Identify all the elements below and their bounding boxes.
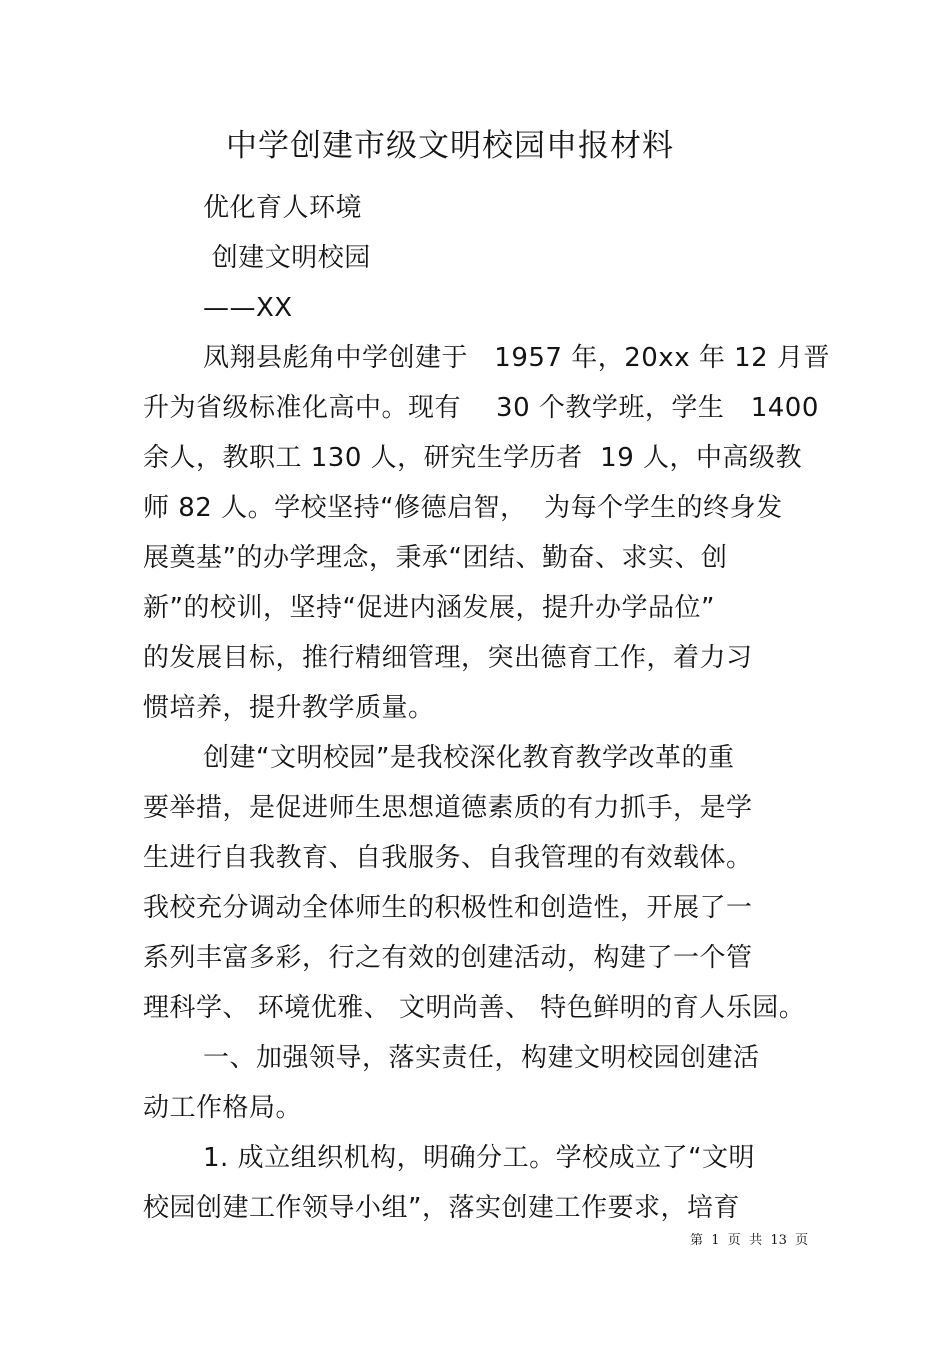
subtitle-line: 创建文明校园 [203,243,371,273]
paragraph-line: 创建“文明校园”是我校深化教育教学改革的重 [203,743,735,773]
paragraph-line: 1. 成立组织机构，明确分工。学校成立了“文明 [203,1143,756,1173]
paragraph-line: 惯培养，提升教学质量。 [143,693,435,723]
section-heading-line: 动工作格局。 [143,1093,303,1123]
subtitle-line: 优化育人环境 [203,193,363,223]
paragraph-line: 生进行自我教育、自我服务、自我管理的有效载体。 [143,843,753,873]
author-line: ——XX [203,293,293,323]
paragraph-line: 校园创建工作领导小组”，落实创建工作要求，培育 [143,1193,740,1223]
paragraph-line: 展奠基”的办学理念，秉承“团结、勤奋、求实、创 [143,543,728,573]
paragraph-line: 升为省级标准化高中。现有 30 个教学班，学生 1400 [143,393,819,423]
paragraph-line: 师 82 人。学校坚持“修德启智， 为每个学生的终身发 [143,493,783,523]
paragraph-line: 系列丰富多彩，行之有效的创建活动，构建了一个管 [143,943,753,973]
paragraph-line: 新”的校训，坚持“促进内涵发展，提升办学品位” [143,593,715,623]
paragraph-line: 余人，教职工 130 人，研究生学历者 19 人，中高级教 [143,443,803,473]
paragraph-line: 的发展目标，推行精细管理，突出德育工作，着力习 [143,643,753,673]
paragraph-line: 我校充分调动全体师生的积极性和创造性，开展了一 [143,893,753,923]
paragraph-line: 理科学、 环境优雅、 文明尚善、 特色鲜明的育人乐园。 [143,993,806,1023]
paragraph-line: 要举措，是促进师生思想道德素质的有力抓手，是学 [143,793,753,823]
section-heading-line: 一、加强领导，落实责任，构建文明校园创建活 [203,1043,760,1073]
document-title: 中学创建市级文明校园申报材料 [226,128,674,164]
paragraph-line: 凤翔县彪角中学创建于 1957 年，20xx 年 12 月晋 [203,343,830,373]
page-footer: 第 1 页 共 13 页 [690,1233,809,1248]
